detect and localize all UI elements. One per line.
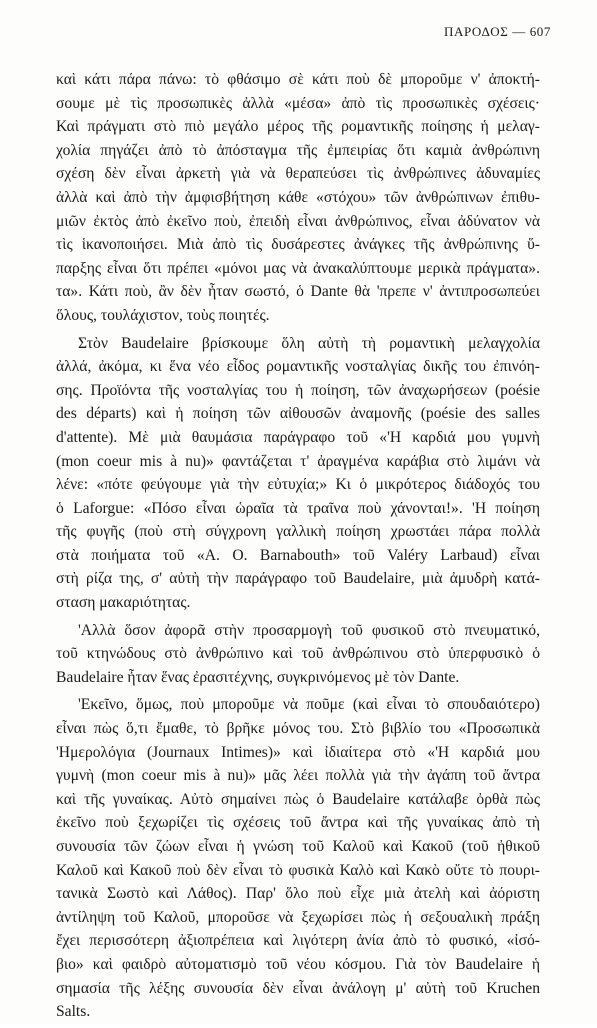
text-line: (mon coeur mis à nu)» φαντάζεται τ' ἀραγμένα καράβια στὸ λιμάνι νὰ — [56, 452, 540, 470]
text-line: σχέση δὲν εἶναι ἀρκετὴ γιὰ νὰ θεραπεύσει τὶς ἀνθρώπινες ἀδυναμίες — [56, 165, 540, 183]
text-line: 'Αλλὰ ὅσον ἀφορᾶ στὴν προσαρμογὴ τοῦ φυσικοῦ στὸ πνευματικό, — [78, 621, 540, 639]
paragraph — [56, 619, 540, 690]
text-line: τὶς ἱκανοποιήσει. Μιὰ ἀπὸ τὶς δυσάρεστες ἀνάγκες τῆς ἀνθρώπινης ὕ- — [56, 236, 540, 254]
text-line: σουμε μὲ τὶς προσωπικὲς ἀλλὰ «μέσα» ἀπὸ τὶς προσωπικὲς σχέσεις· — [56, 94, 540, 112]
text-line: τα». Κάτι ποὺ, ἂν δὲν ἦταν σωστό, ὁ Dante θὰ 'πρεπε ν' ἀντιπροσωπεύει — [56, 283, 540, 301]
text-line: ἀντίληψη τοῦ Καλοῦ, μποροῦσε νὰ ξεχωρίσει πὼς ἡ σεξουαλικὴ πράξη — [56, 908, 540, 926]
text-line: συνουσία τῶν ζώων εἶναι ἡ γνώση τοῦ Καλοῦ καὶ Κακοῦ (τοῦ ἠθικοῦ — [56, 838, 540, 855]
text-line: Στὸν Baudelaire βρίσκουμε ὅλη αὐτὴ τὴ ρομαντικὴ μελαγχολία — [78, 334, 540, 352]
text-line: d'attente). Μὲ μιὰ θαυμάσια παράγραφο τοῦ «'Η καρδιά μου γυμνὴ — [56, 428, 540, 446]
text-line: καὶ τῆς γυναίκας. Αὐτὸ σημαίνει πὼς ὁ Baudelaire κατάλαβε ὀρθὰ πὼς — [56, 790, 540, 808]
text-line: παρξης εἶναι ὅτι πρέπει «μόνοι μας νὰ ἀνακαλύπτουμε μερικὰ πράγματα». — [56, 259, 540, 277]
body-text — [56, 68, 540, 1028]
text-line: ἀλλὰ καὶ ἀπὸ τὴν ἀμφισβήτηση κάθε «στόχου» τῶν ἀνθρώπινων ἐπιθυ- — [56, 188, 540, 206]
text-line: λένε: «πότε φεύγουμε γιὰ τὴν εὐτυχία;» Κι ὁ μικρότερος διάδοχός του — [56, 476, 540, 494]
text-line: Salts. — [56, 1003, 91, 1021]
text-line: γυμνὴ (mon coeur mis à nu)» μᾶς λέει πολλὰ γιὰ τὴν ἀγάπη τοῦ ἄντρα — [56, 767, 540, 785]
text-line: 'Εκεῖνο, ὅμως, ποὺ μποροῦμε νὰ ποῦμε (καὶ εἶναι τὸ σπουδαιότερο) — [78, 696, 540, 714]
paragraph — [56, 332, 540, 615]
text-line: Baudelaire ἦταν ἕνας ἐρασιτέχνης, συγκρινόμενος μὲ τὸν Dante. — [56, 668, 460, 686]
text-line: ὅλους, τουλάχιστον, τοὺς ποιητές. — [56, 306, 270, 324]
text-line: τανικὰ Σωστὸ καὶ Λάθος). Παρ' ὅλο ποὺ εἶχε μιὰ ἀτελὴ καὶ ἀόριστη — [56, 885, 540, 903]
text-line: βιο» καὶ φαιδρὸ αὐτοματισμὸ τοῦ νέου κόσμου. Γιὰ τὸν Baudelaire ἡ — [56, 955, 540, 973]
text-line: καὶ κάτι πάρα πάνω: τὸ φθάσιμο σὲ κάτι ποὺ δὲ μποροῦμε ν' ἀποκτή- — [56, 71, 540, 88]
paragraph — [56, 68, 540, 328]
text-line: εἶναι πὼς ὅ,τι ἔμαθε, τὸ βρῆκε μόνος του. Στὸ βιβλίο του «Προσωπικὰ — [56, 720, 540, 738]
text-line: ἔχει περισσότερη ἀξιοπρέπεια καὶ λιγότερη ἀνία ἀπὸ τὸ φυσικό, «ἰσό- — [56, 932, 540, 950]
text-line: χολία πηγάζει ἀπὸ τὸ ἀπόσταγμα τῆς ἐμπειρίας ὅτι καμιὰ ἀνθρώπινη — [56, 141, 540, 159]
text-line: des départs) καὶ ἡ ποίηση τῶν αἰθουσῶν ἀναμονῆς (poésie des salles — [56, 405, 540, 423]
text-line: ἀλλά, ἀκόμα, κι ἕνα νέο εἶδος ρομαντικῆς νοσταλγίας δικῆς του ἐπινόη- — [56, 358, 540, 376]
text-line: Καλοῦ καὶ Κακοῦ ποὺ δὲν εἶναι τὸ φυσικὰ Καλὸ καὶ Κακὸ οὔτε τὸ πουρι- — [56, 861, 540, 879]
text-line: ὁ Laforgue: «Πόσο εἶναι ὡραῖα τὰ τραῖνα ποὺ χάνονται!». 'Η ποίηση — [56, 499, 540, 517]
text-line: στὴ ρίζα της, σ' αὐτὴ τὴν παράγραφο τοῦ Baudelaire, μιὰ ἀμυδρὴ κατά- — [56, 570, 540, 588]
text-line: μιῶν ἐκτὸς ἀπὸ ἐκεῖνο ποὺ, ἐπειδὴ εἶναι ἀνθρώπινος, εἶναι ἀδύνατον νὰ — [56, 212, 540, 230]
text-line: τοῦ κτηνώδους στὸ ἀνθρώπινο καὶ τοῦ ἀνθρώπινου στὸ ὑπερφυσικὸ ὁ — [56, 645, 540, 663]
text-line: Καὶ πράγματι στὸ πιὸ μεγάλο μέρος τῆς ρομαντικῆς ποίησης ἡ μελαγ- — [56, 118, 540, 136]
text-line: ἐκεῖνο ποὺ ξεχωρίζει τὶς σχέσεις τοῦ ἄντρα καὶ τῆς γυναίκας ἀπὸ τὴ — [56, 814, 540, 832]
running-header: ΠΑΡΟΔΟΣ — 607 — [444, 24, 551, 39]
text-line: στὰ ποιήματα τοῦ «A. O. Barnabouth» τοῦ Valéry Larbaud) εἶναι — [56, 546, 540, 564]
text-line: σης. Προϊόντα τῆς νοσταλγίας του ἡ ποίηση, τῶν ἀναχωρήσεων (poésie — [56, 381, 540, 399]
text-line: τῆς φυγῆς (ποὺ στὴ σύγχρονη γαλλικὴ ποίηση χρωστάει πάρα πολλὰ — [56, 523, 540, 541]
text-line: σταση μακαριότητας. — [56, 594, 191, 612]
text-line: 'Ημερολόγια (Journaux Intimes)» καὶ ἰδιαίτερα στὸ «'Η καρδιά μου — [56, 743, 540, 761]
text-line: σημασία τῆς λέξης συνουσία δὲν εἶναι ἀνάλογη μ' αὐτὴ τοῦ Kruchen — [56, 979, 540, 997]
paragraph — [56, 693, 540, 1023]
